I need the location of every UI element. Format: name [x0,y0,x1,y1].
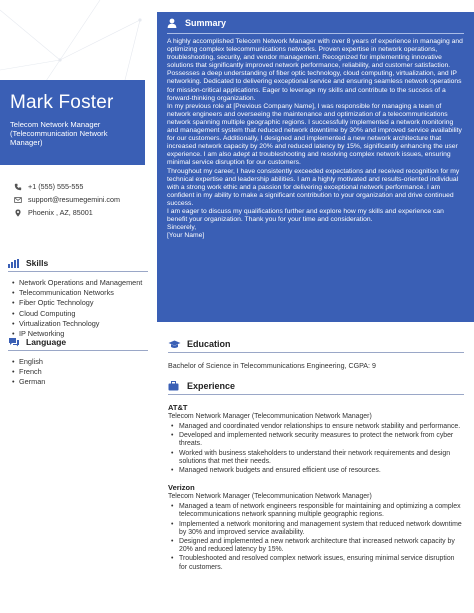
candidate-name: Mark Foster [10,92,114,113]
contact-phone-row [13,180,153,193]
user-icon [167,18,179,28]
experience-title: Experience [187,381,236,391]
summary-signature: [Your Name] [167,232,205,240]
name-header-box [0,80,145,165]
experience-section [168,381,464,573]
contact-info [13,180,153,219]
skills-section [8,258,148,339]
summary-text [167,38,464,240]
skill-item: • IP Networking [12,329,148,339]
education-degree: Bachelor of Science in Telecommunications Engineering, CGPA: 9 [168,362,376,370]
job-company: Verizon [168,483,195,493]
skill-item: • Telecommunication Networks [12,288,148,298]
job-bullet: • Designed and implemented a new network architecture that increased network capacity by 20% and reduced latency by 15%. [171,538,464,554]
education-section [168,339,464,370]
summary-paragraph: A highly accomplished Telecom Network Manager with over 8 years of experience in managing and optimizing complex telecommunications networks. Proven expertise in network operations, troubleshooting, security, and vendor management. Recognized for implementing innovative solutions that significantly improved network performance, reliability, and customer satisfaction. Possesses a deep understanding of fiber optic technology, cloud computing, virtualization, and IP networking. Dedicated to delivering exceptional service and ensuring seamless network operations for mission-critical applications. Eager to leverage my skills and contribute to the success of a forward-thinking organization. [167,38,463,102]
contact-location: Phoenix , AZ, 85001 [28,208,93,217]
job-bullets [168,503,464,572]
job-bullet: • Managed and coordinated vendor relationships to ensure network stability and performance. [171,423,464,431]
experience-heading [168,381,464,395]
language-item: • French [12,367,148,377]
skill-item: • Fiber Optic Technology [12,298,148,308]
job-bullet: • Implemented a network monitoring and management system that reduced network downtime by 30% and improved service availability. [171,521,464,537]
skill-item: • Cloud Computing [12,309,148,319]
contact-phone: +1 (555) 555-555 [28,182,84,191]
skills-bars-icon [8,258,20,268]
job-company: AT&T [168,403,188,412]
summary-section [157,12,474,322]
graduation-cap-icon [168,340,181,349]
contact-location-row [13,206,153,219]
language-title: Language [26,337,67,347]
job-bullet: • Managed network budgets and ensured efficient use of resources. [171,467,464,475]
skills-heading [8,258,148,272]
job-entry [168,483,464,572]
skills-list [8,278,148,339]
location-icon [13,208,23,218]
summary-paragraph: I am eager to discuss my qualifications further and explore how my skills and experience can benefit your organization. Thank you for your time and consideration. [167,207,444,224]
education-heading [168,339,464,353]
summary-paragraph: Throughout my career, I have consistently exceeded expectations and received recognition for my technical expertise and leadership abilities. I am a highly motivated and results-oriented individual with a strong work ethic and a passion for delivering exceptional network performance. I am confident in my ability to make a significant contribution to your organization and drive continued success. [167,167,460,207]
job-bullet: • Managed a team of network engineers responsible for maintaining and optimizing a complex telecommunications network spanning multiple geographic regions. [171,503,464,519]
language-section [8,337,148,388]
email-icon [13,195,23,205]
contact-email-row [13,193,153,206]
phone-icon [13,182,23,192]
job-bullet: • Developed and implemented network security measures to protect the network from cyber threats. [171,432,464,448]
summary-heading [167,18,464,34]
summary-signoff: Sincerely, [167,224,197,232]
job-bullet: • Troubleshooted and resolved complex network issues, ensuring minimal service disruption for customers. [171,555,464,571]
summary-paragraph: In my previous role at [Previous Company Name], I was responsible for managing a team of network engineers and overseeing the maintenance and optimization of a telecommunications network spanning multiple geographic regions. I successfully implemented a network monitoring and management system that reduced network downtime by 30% and improved service availability for our customers. Additionally, I designed and implemented a new network architecture that increased network capacity by 20% and reduced latency by 15%, significantly enhancing the user experience. I am also adept at troubleshooting and resolving complex network issues, ensuring minimal service disruption for our customers. [167,102,462,167]
job-bullet: • Worked with business stakeholders to understand their network requirements and design solutions that met their needs. [171,450,464,466]
language-item: • English [12,357,148,367]
skill-item: • Network Operations and Management [12,278,148,288]
contact-email[interactable]: support@resumegemini.com [28,195,120,204]
language-heading [8,337,148,351]
summary-title: Summary [185,18,227,28]
education-title: Education [187,339,231,349]
language-item: • German [12,377,148,387]
language-list [8,357,148,388]
skill-item: • Virtualization Technology [12,319,148,329]
skills-title: Skills [26,258,49,268]
job-role: Telecom Network Manager (Telecommunication Network Manager) [168,493,372,501]
job-entry [168,403,464,475]
job-role: Telecom Network Manager (Telecommunication Network Manager) [168,413,372,420]
briefcase-icon [168,381,181,391]
speech-bubble-icon [8,337,20,347]
job-bullets [168,423,464,475]
candidate-job-title: Telecom Network Manager (Telecommunication Network Manager) [10,120,108,147]
